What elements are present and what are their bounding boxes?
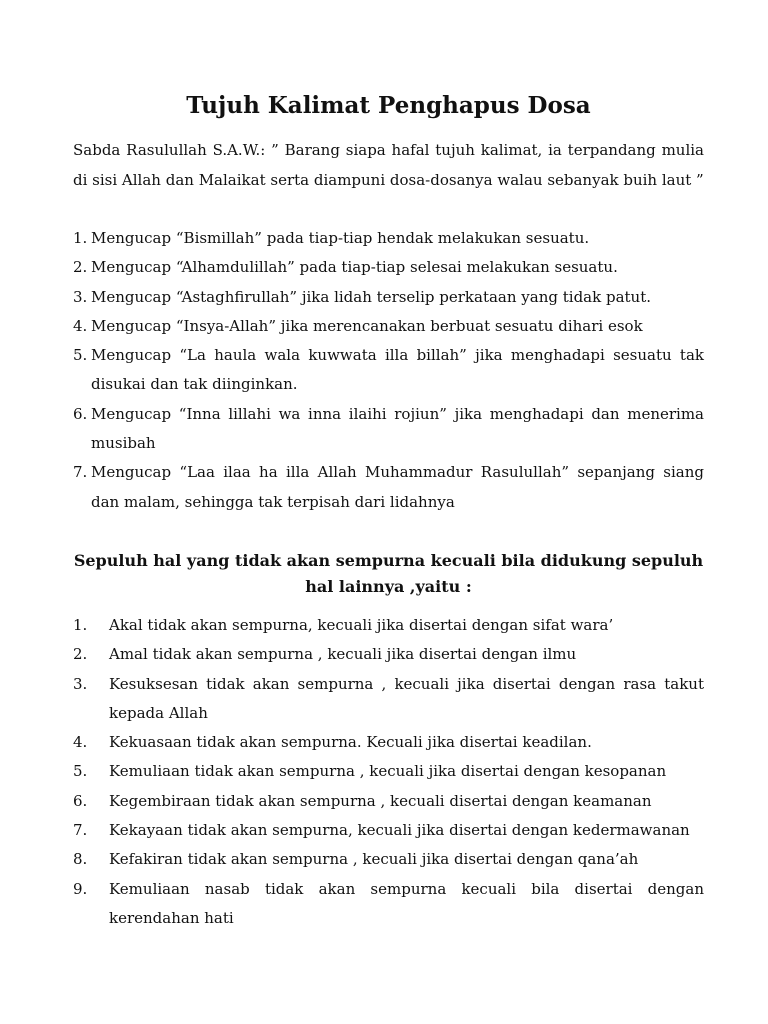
list-item-text: Akal tidak akan sempurna, kecuali jika disertai dengan sifat wara’	[109, 616, 614, 634]
list-item	[73, 875, 704, 934]
list-item-text: Mengucap “Alhamdulillah” pada tiap-tiap selesai melakukan sesuatu.	[91, 258, 618, 277]
list-item-number: 6.	[73, 791, 88, 810]
list-item-number: 4.	[73, 733, 88, 752]
list-item-text: Mengucap “Bismillah” pada tiap-tiap hendak melakukan sesuatu.	[91, 229, 590, 247]
list-item-number: 5.	[73, 346, 88, 365]
list-item-number: 9.	[73, 879, 88, 898]
section-heading: Sepuluh hal yang tidak akan sempurna kecuali bila didukung sepuluh hal lainnya ,yaitu :	[73, 551, 704, 596]
list-item-number: 3.	[73, 287, 88, 306]
list-item	[73, 640, 704, 669]
list-item-number: 1.	[73, 616, 88, 634]
list-item-text: Kegembiraan tidak akan sempurna , kecuali disertai dengan keamanan	[109, 791, 652, 810]
list-item-text: Kemuliaan tidak akan sempurna , kecuali jika disertai dengan kesopanan	[109, 762, 667, 781]
list-item-number: 6.	[73, 404, 88, 423]
list-item-text: Mengucap “Astaghfirullah” jika lidah terselip perkataan yang tidak patut.	[91, 287, 652, 306]
list-item	[73, 224, 704, 253]
list-item-number: 4.	[73, 316, 88, 335]
list-item-number: 7.	[73, 463, 88, 482]
list-item-text: Mengucap “La haula wala kuwwata illa billah” jika menghadapi sesuatu tak disukai dan tak diinginkan.	[91, 346, 704, 394]
list-item-text: Amal tidak akan sempurna , kecuali jika disertai dengan ilmu	[109, 645, 577, 664]
list-item	[73, 312, 704, 341]
list-item	[73, 283, 704, 312]
list-item	[73, 670, 704, 729]
list-item-number: 7.	[73, 821, 88, 840]
list-item	[73, 253, 704, 282]
list-item	[73, 458, 704, 517]
list-item-number: 1.	[73, 229, 88, 247]
page-title: Tujuh Kalimat Penghapus Dosa	[186, 92, 591, 119]
list-item	[73, 845, 704, 874]
ten-things-list	[73, 611, 704, 933]
list-item-number: 3.	[73, 674, 88, 693]
intro-paragraph: Sabda Rasulullah S.A.W.: ” Barang siapa hafal tujuh kalimat, ia terpandang mulia di sisi Allah dan Malaikat serta diampuni dosa-dosanya walau sebanyak buih laut ”	[73, 141, 704, 189]
list-item-number: 2.	[73, 645, 88, 664]
list-item-text: Kesuksesan tidak akan sempurna , kecuali jika disertai dengan rasa takut kepada Allah	[109, 674, 704, 722]
list-item	[73, 787, 704, 816]
list-item-text: Mengucap “Inna lillahi wa inna ilaihi rojiun” jika menghadapi dan menerima musibah	[91, 404, 704, 453]
list-item	[73, 400, 704, 459]
list-item-text: Mengucap “Laa ilaa ha illa Allah Muhammadur Rasulullah” sepanjang siang dan malam, sehingga tak terpisah dari lidahnya	[91, 463, 704, 511]
list-item	[73, 816, 704, 845]
list-item-text: Kekuasaan tidak akan sempurna. Kecuali jika disertai keadilan.	[109, 733, 592, 752]
list-item-number: 8.	[73, 850, 88, 869]
list-item-text: Kekayaan tidak akan sempurna, kecuali jika disertai dengan kedermawanan	[109, 821, 690, 840]
seven-sentences-list	[73, 224, 704, 517]
list-item	[73, 341, 704, 400]
list-item	[73, 611, 704, 640]
list-item-number: 2.	[73, 258, 88, 277]
list-item	[73, 757, 704, 786]
list-item-number: 5.	[73, 762, 88, 781]
list-item-text: Mengucap “Insya-Allah” jika merencanakan berbuat sesuatu dihari esok	[91, 316, 643, 335]
list-item	[73, 728, 704, 757]
list-item-text: Kemuliaan nasab tidak akan sempurna kecuali bila disertai dengan kerendahan hati	[109, 879, 704, 927]
list-item-text: Kefakiran tidak akan sempurna , kecuali jika disertai dengan qana’ah	[109, 850, 639, 869]
